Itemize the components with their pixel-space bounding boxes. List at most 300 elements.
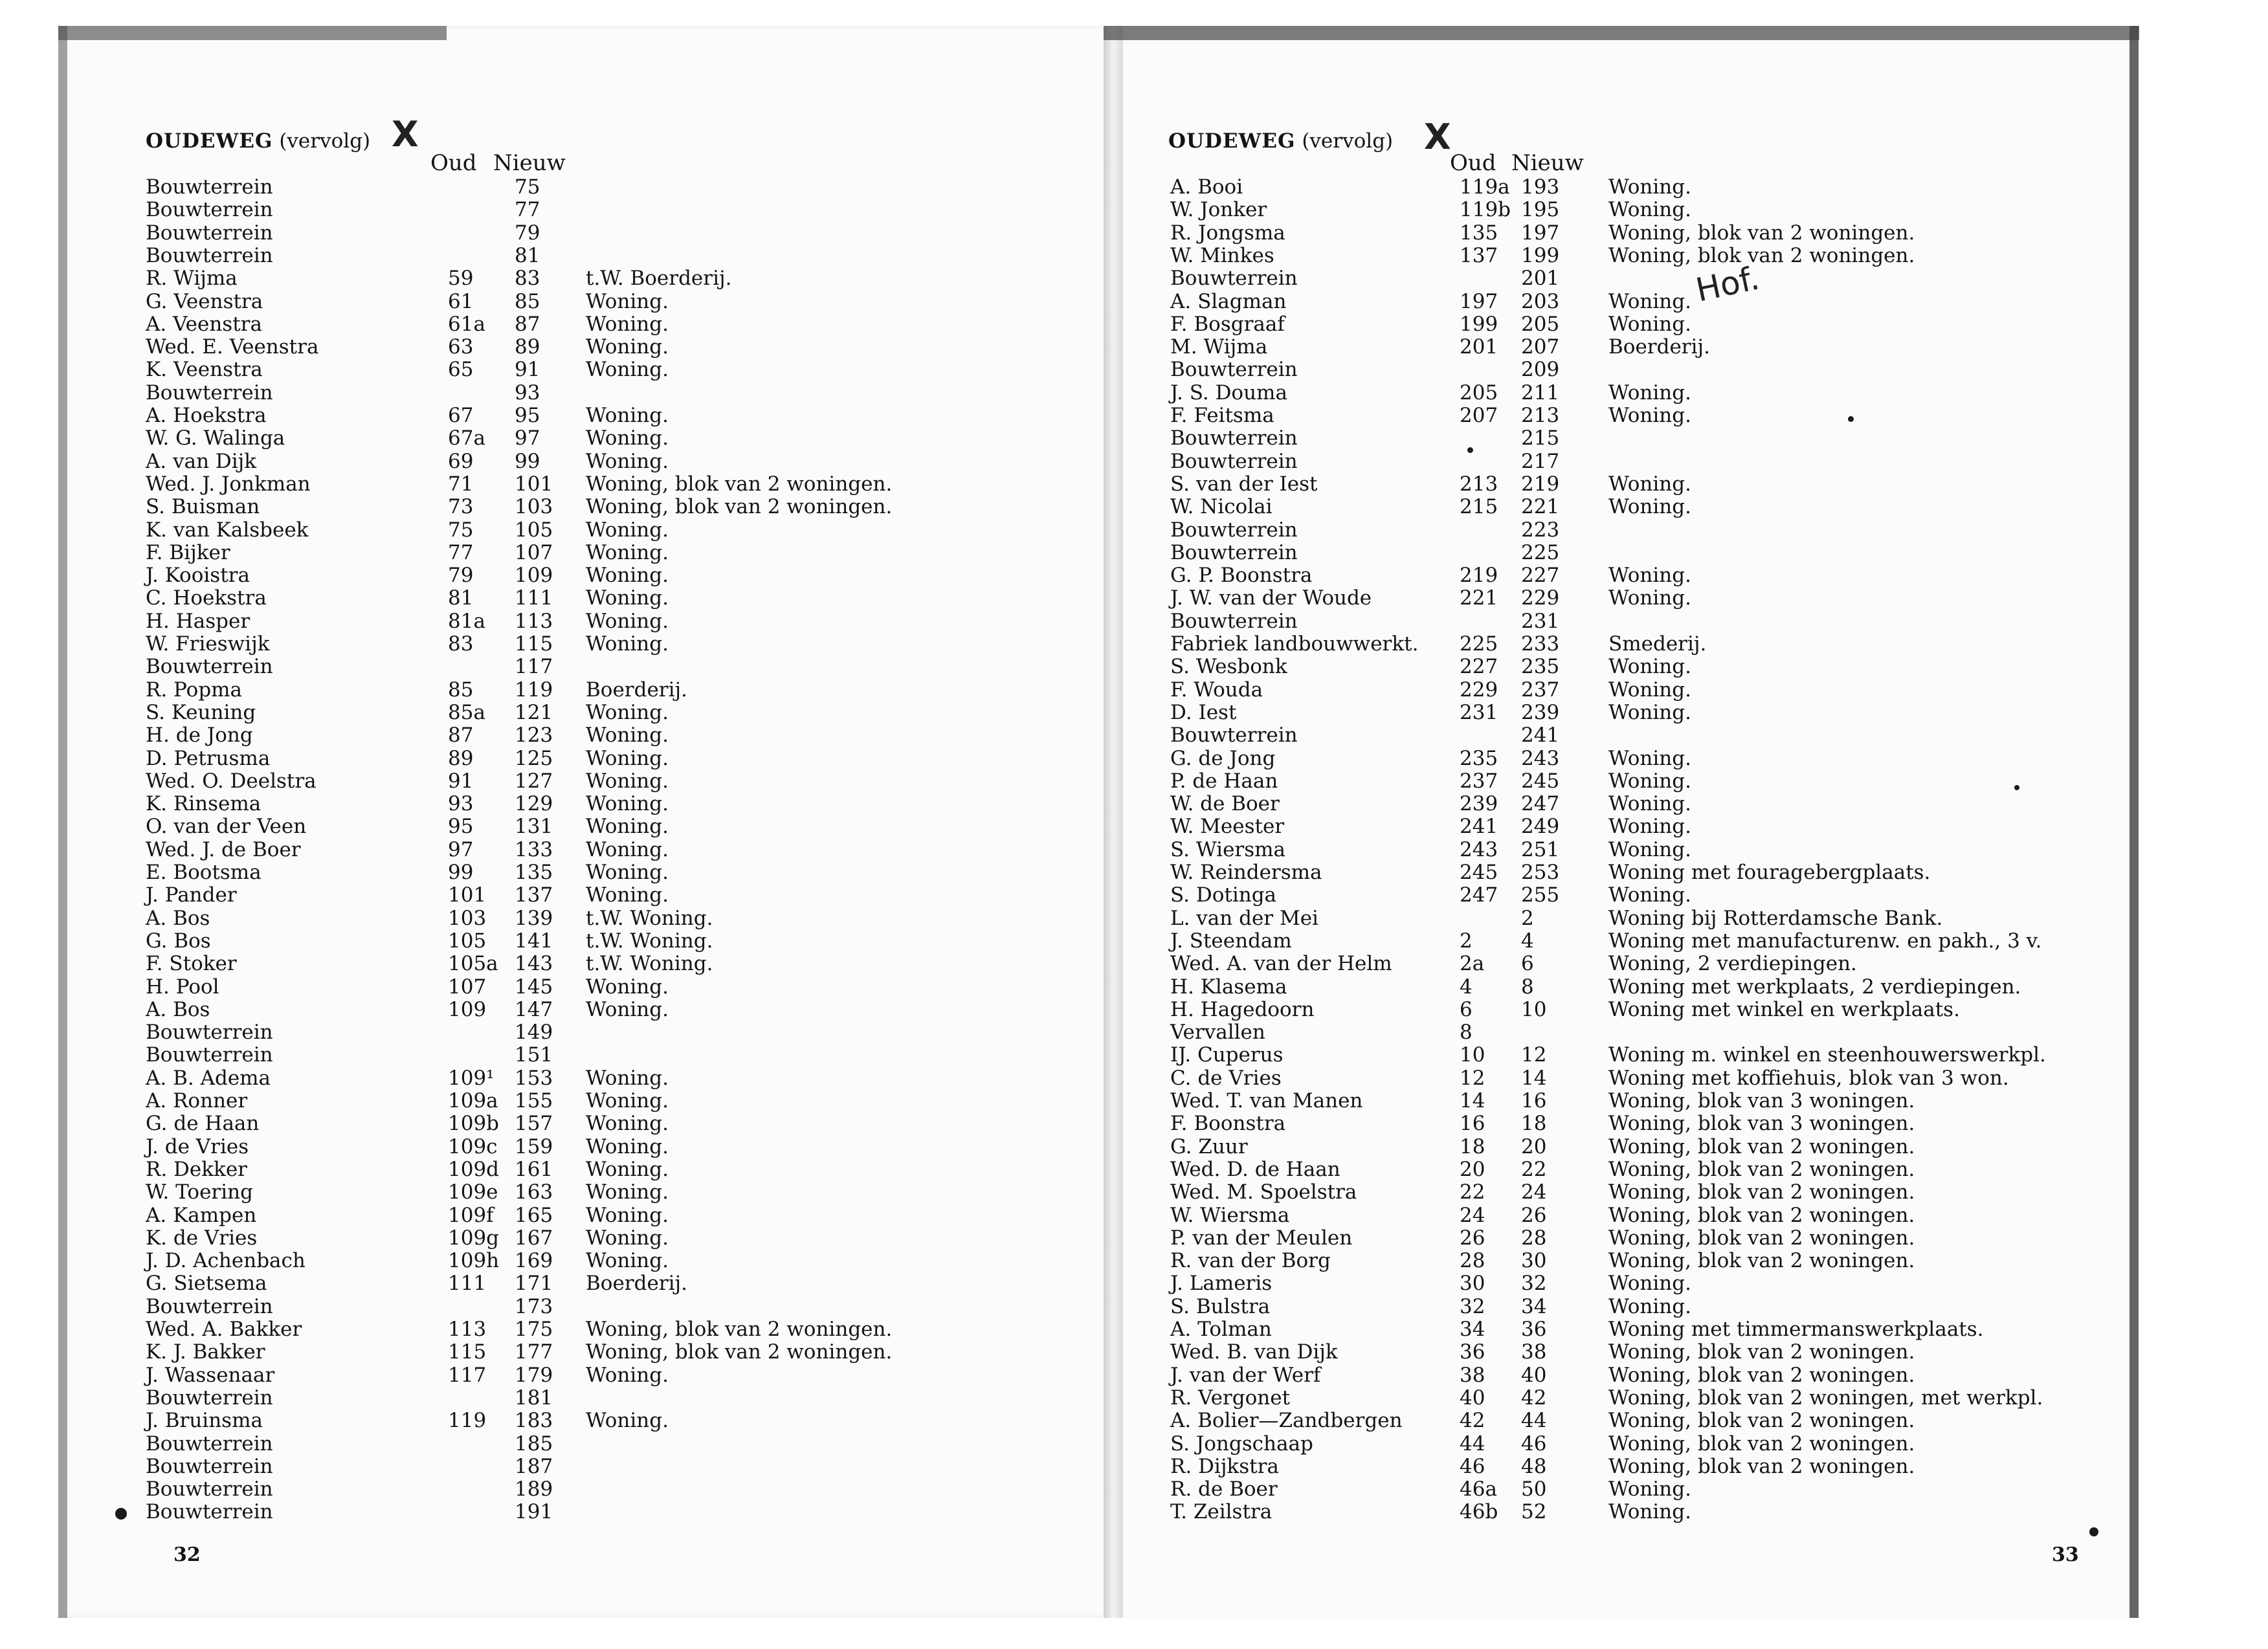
entry-description: Woning.	[586, 586, 669, 610]
entry-name: S. Bulstra	[1170, 1294, 1271, 1318]
entry-oud-number: 46b	[1460, 1500, 1498, 1524]
left-page-title: OUDEWEG	[146, 129, 273, 153]
entry-description: Woning, blok van 2 woningen.	[1608, 1340, 1915, 1364]
entry-oud-number: 71	[448, 472, 474, 496]
entry-description: Woning.	[586, 997, 669, 1021]
entry-description: Woning, blok van 2 woningen.	[1608, 1249, 1915, 1273]
entry-description: Woning.	[586, 1089, 669, 1112]
entry-nieuw-number: 239	[1521, 700, 1560, 724]
entry-description: Woning, blok van 2 woningen.	[1608, 1203, 1915, 1227]
entry-nieuw-number: 101	[515, 472, 553, 496]
entry-nieuw-number: 209	[1521, 358, 1560, 382]
entry-name: Bouwterrein	[1170, 609, 1298, 633]
entry-name: F. Boonstra	[1170, 1112, 1286, 1136]
entry-description: Woning.	[586, 335, 669, 359]
entry-description: Woning.	[586, 1180, 669, 1204]
entry-description: Woning.	[586, 700, 669, 724]
entry-nieuw-number: 197	[1521, 221, 1560, 245]
entry-oud-number: 69	[448, 449, 474, 473]
entry-name: R. de Boer	[1170, 1477, 1278, 1501]
entry-description: Woning.	[1608, 312, 1691, 336]
entry-oud-number: 14	[1460, 1089, 1485, 1112]
right-page-header	[1168, 129, 1393, 153]
entry-name: Wed. A. Bakker	[146, 1318, 302, 1341]
entry-oud-number: 38	[1460, 1363, 1485, 1387]
entry-description: Woning.	[586, 724, 669, 747]
entry-oud-number: 205	[1460, 381, 1498, 404]
entry-description: Woning, blok van 2 woningen.	[1608, 1226, 1915, 1250]
entry-name: H. Pool	[146, 975, 219, 999]
entry-nieuw-number: 159	[515, 1134, 553, 1158]
entry-oud-number: 199	[1460, 312, 1498, 336]
entry-name: S. van der Iest	[1170, 472, 1318, 496]
entry-name: J. Bruinsma	[146, 1409, 263, 1433]
entry-oud-number: 2a	[1460, 952, 1485, 976]
entry-name: G. de Haan	[146, 1112, 260, 1136]
entry-name: Bouwterrein	[1170, 724, 1298, 747]
entry-name: K. Veenstra	[146, 358, 263, 382]
entry-nieuw-number: 75	[515, 175, 540, 199]
entry-oud-number: 239	[1460, 792, 1498, 816]
entry-name: Bouwterrein	[146, 1477, 273, 1501]
entry-row	[0, 702, 2268, 724]
scan-speck	[1467, 447, 1473, 453]
entry-name: S. Buisman	[146, 495, 260, 519]
scan-speck	[1848, 416, 1854, 422]
entry-name: S. Wiersma	[1170, 837, 1286, 861]
entry-name: Wed. T. van Manen	[1170, 1089, 1363, 1112]
entry-row	[0, 907, 2268, 930]
entry-name: Bouwterrein	[1170, 540, 1298, 564]
entry-oud-number: 109e	[448, 1180, 498, 1204]
entry-nieuw-number: 223	[1521, 518, 1560, 542]
entry-name: Bouwterrein	[146, 243, 273, 267]
entry-row	[0, 1158, 2268, 1181]
entry-description: Woning.	[586, 746, 669, 770]
entry-name: K. van Kalsbeek	[146, 518, 309, 542]
entry-row	[0, 496, 2268, 518]
entry-description: Woning.	[586, 1134, 669, 1158]
right-handwritten-scribble: Hof.	[1693, 259, 1763, 309]
entry-row	[0, 679, 2268, 702]
entry-name: Bouwterrein	[146, 198, 273, 222]
entry-name: G. Bos	[146, 929, 211, 953]
entry-row	[0, 884, 2268, 907]
entry-name: A. Bolier—Zandbergen	[1170, 1409, 1403, 1433]
entry-name: J. D. Achenbach	[146, 1249, 306, 1273]
entry-nieuw-number: 2	[1521, 906, 1534, 930]
entry-name: F. Wouda	[1170, 678, 1263, 702]
entry-oud-number: 109b	[448, 1112, 500, 1136]
entry-nieuw-number: 22	[1521, 1157, 1547, 1181]
entry-name: M. Wijma	[1170, 335, 1268, 359]
entry-nieuw-number: 169	[515, 1249, 553, 1273]
entry-row	[0, 770, 2268, 793]
entry-nieuw-number: 241	[1521, 724, 1560, 747]
entry-nieuw-number: 24	[1521, 1180, 1547, 1204]
entry-name: J. van der Werf	[1170, 1363, 1321, 1387]
entry-description: Woning.	[586, 358, 669, 382]
entry-name: H. de Jong	[146, 724, 253, 747]
entry-nieuw-number: 111	[515, 586, 553, 610]
entry-nieuw-number: 231	[1521, 609, 1560, 633]
entry-row	[0, 1272, 2268, 1295]
entry-description: Woning.	[1608, 1294, 1691, 1318]
entry-description: Woning m. winkel en steenhouwerswerkpl.	[1608, 1043, 2046, 1067]
entry-row	[0, 1341, 2268, 1364]
entry-nieuw-number: 173	[515, 1294, 553, 1318]
entry-oud-number: 32	[1460, 1294, 1485, 1318]
entry-oud-number: 119a	[1460, 175, 1510, 199]
entry-oud-number: 109d	[448, 1157, 500, 1181]
entry-name: T. Zeilstra	[1170, 1500, 1273, 1524]
entry-name: J. Steendam	[1170, 929, 1292, 953]
entry-nieuw-number: 28	[1521, 1226, 1547, 1250]
entry-name: J. Lameris	[1170, 1272, 1273, 1296]
entry-oud-number: 219	[1460, 564, 1498, 588]
entry-description: Woning.	[1608, 1477, 1691, 1501]
entry-name: Bouwterrein	[1170, 426, 1298, 450]
entry-nieuw-number: 217	[1521, 449, 1560, 473]
entry-name: H. Hasper	[146, 609, 250, 633]
entry-name: Bouwterrein	[1170, 449, 1298, 473]
entry-description: Woning, blok van 2 woningen, met werkpl.	[1608, 1386, 2043, 1410]
entry-name: O. van der Veen	[146, 815, 307, 839]
entry-nieuw-number: 121	[515, 700, 553, 724]
entry-nieuw-number: 46	[1521, 1432, 1547, 1455]
entry-oud-number: 119	[448, 1409, 487, 1433]
entry-name: A. van Dijk	[146, 449, 257, 473]
entry-name: W. G. Walinga	[146, 426, 285, 450]
entry-description: Woning.	[1608, 198, 1691, 222]
entry-row	[0, 587, 2268, 610]
entry-name: W. Minkes	[1170, 243, 1274, 267]
left-page-header	[146, 129, 370, 153]
entry-description: Woning met werkplaats, 2 verdiepingen.	[1608, 975, 2021, 999]
entry-description: Woning bij Rotterdamsche Bank.	[1608, 906, 1943, 930]
entry-description: Woning.	[1608, 678, 1691, 702]
entry-oud-number: 87	[448, 724, 474, 747]
entry-description: Woning.	[586, 769, 669, 793]
entry-name: A. Kampen	[146, 1203, 257, 1227]
entry-description: Woning.	[1608, 586, 1691, 610]
entry-row	[0, 1455, 2268, 1478]
entry-description: Woning.	[586, 609, 669, 633]
entry-name: H. Hagedoorn	[1170, 997, 1315, 1021]
entry-nieuw-number: 34	[1521, 1294, 1547, 1318]
entry-nieuw-number: 211	[1521, 381, 1560, 404]
entry-row	[0, 382, 2268, 404]
entry-row	[0, 1067, 2268, 1090]
entry-name: S. Jongschaap	[1170, 1432, 1313, 1455]
left-col-nieuw-header: Nieuw	[493, 150, 566, 176]
entry-nieuw-number: 6	[1521, 952, 1534, 976]
entry-row	[0, 1364, 2268, 1387]
entry-description: Smederij.	[1608, 632, 1707, 656]
scan-speck	[2089, 1527, 2098, 1536]
entry-oud-number: 231	[1460, 700, 1498, 724]
entry-oud-number: 97	[448, 837, 474, 861]
entry-description: Woning, blok van 2 woningen.	[1608, 221, 1915, 245]
entry-oud-number: 73	[448, 495, 474, 519]
entry-oud-number: 197	[1460, 289, 1498, 313]
entry-description: Woning met winkel en werkplaats.	[1608, 997, 1960, 1021]
entry-name: J. Pander	[146, 883, 237, 907]
entry-nieuw-number: 233	[1521, 632, 1560, 656]
entry-name: A. Hoekstra	[146, 404, 267, 427]
entry-row	[0, 1501, 2268, 1523]
entry-name: Bouwterrein	[1170, 358, 1298, 382]
entry-name: Wed. M. Spoelstra	[1170, 1180, 1357, 1204]
entry-name: K. Rinsema	[146, 792, 261, 816]
entry-name: Wed. A. van der Helm	[1170, 952, 1392, 976]
entry-row	[0, 1112, 2268, 1135]
right-top-edge	[1104, 26, 2139, 40]
right-col-oud-header: Oud	[1450, 150, 1496, 176]
entry-name: D. Iest	[1170, 700, 1237, 724]
entry-name: J. S. Douma	[1170, 381, 1287, 404]
entry-name: W. Nicolai	[1170, 495, 1273, 519]
entry-nieuw-number: 131	[515, 815, 553, 839]
entry-name: R. Vergonet	[1170, 1386, 1291, 1410]
entry-nieuw-number: 205	[1521, 312, 1560, 336]
entry-name: F. Stoker	[146, 952, 237, 976]
entry-name: R. van der Borg	[1170, 1249, 1331, 1273]
entry-description: Woning.	[1608, 1272, 1691, 1296]
entry-name: Bouwterrein	[146, 1021, 273, 1045]
entry-oud-number: 30	[1460, 1272, 1485, 1296]
entry-description: Woning.	[586, 1112, 669, 1136]
entry-row	[0, 1478, 2268, 1501]
entry-description: t.W. Woning.	[586, 952, 713, 976]
entry-oud-number: 77	[448, 540, 474, 564]
entry-nieuw-number: 4	[1521, 929, 1534, 953]
entry-nieuw-number: 26	[1521, 1203, 1547, 1227]
entry-nieuw-number: 163	[515, 1180, 553, 1204]
entry-name: W. de Boer	[1170, 792, 1280, 816]
left-page-number: 32	[173, 1544, 201, 1566]
entry-name: A. B. Adema	[146, 1066, 271, 1090]
entry-oud-number: 109g	[448, 1226, 500, 1250]
entry-nieuw-number: 227	[1521, 564, 1560, 588]
entry-name: Wed. B. van Dijk	[1170, 1340, 1338, 1364]
entry-description: Woning, blok van 2 woningen.	[586, 1318, 893, 1341]
entry-oud-number: 67a	[448, 426, 485, 450]
entry-nieuw-number: 20	[1521, 1134, 1547, 1158]
entry-nieuw-number: 167	[515, 1226, 553, 1250]
entry-row	[0, 1136, 2268, 1158]
entry-nieuw-number: 40	[1521, 1363, 1547, 1387]
entry-row	[0, 450, 2268, 473]
entry-description: Woning.	[586, 1363, 669, 1387]
left-page-subtitle: (vervolg)	[279, 129, 371, 153]
entry-description: Woning.	[586, 1226, 669, 1250]
entry-oud-number: 245	[1460, 861, 1498, 884]
entry-name: Bouwterrein	[146, 381, 273, 404]
entry-nieuw-number: 115	[515, 632, 553, 656]
entry-oud-number: 63	[448, 335, 474, 359]
entry-oud-number: 44	[1460, 1432, 1485, 1455]
entry-name: F. Bosgraaf	[1170, 312, 1285, 336]
entry-nieuw-number: 229	[1521, 586, 1560, 610]
entry-nieuw-number: 199	[1521, 243, 1560, 267]
entry-oud-number: 95	[448, 815, 474, 839]
entry-name: G. de Jong	[1170, 746, 1276, 770]
entry-oud-number: 67	[448, 404, 474, 427]
entry-row	[0, 747, 2268, 770]
entry-nieuw-number: 191	[515, 1500, 553, 1524]
entry-oud-number: 99	[448, 861, 474, 884]
entry-oud-number: 59	[448, 267, 474, 291]
entry-nieuw-number: 253	[1521, 861, 1560, 884]
entry-nieuw-number: 155	[515, 1089, 553, 1112]
entry-description: Woning, blok van 3 woningen.	[1608, 1112, 1915, 1136]
entry-oud-number: 103	[448, 906, 487, 930]
entry-nieuw-number: 89	[515, 335, 540, 359]
entry-row	[0, 1250, 2268, 1272]
entry-description: Woning, blok van 2 woningen.	[1608, 1363, 1915, 1387]
entry-nieuw-number: 42	[1521, 1386, 1547, 1410]
entry-description: Woning.	[1608, 495, 1691, 519]
entry-description: Woning, blok van 2 woningen.	[586, 1340, 893, 1364]
entry-oud-number: 105	[448, 929, 487, 953]
entry-description: Woning.	[1608, 404, 1691, 427]
entry-row	[0, 1318, 2268, 1341]
entry-oud-number: 105a	[448, 952, 498, 976]
entry-description: Woning.	[1608, 1500, 1691, 1524]
entry-row	[0, 1227, 2268, 1250]
entry-nieuw-number: 32	[1521, 1272, 1547, 1296]
entry-oud-number: 85a	[448, 700, 485, 724]
entry-oud-number: 93	[448, 792, 474, 816]
entry-nieuw-number: 139	[515, 906, 553, 930]
entry-oud-number: 243	[1460, 837, 1498, 861]
entry-nieuw-number: 81	[515, 243, 540, 267]
entry-oud-number: 135	[1460, 221, 1498, 245]
entry-oud-number: 18	[1460, 1134, 1485, 1158]
entry-name: Bouwterrein	[1170, 267, 1298, 291]
entry-oud-number: 215	[1460, 495, 1498, 519]
entry-nieuw-number: 179	[515, 1363, 553, 1387]
entry-name: E. Bootsma	[146, 861, 261, 884]
entry-description: Woning, blok van 2 woningen.	[586, 495, 893, 519]
entry-name: R. Popma	[146, 678, 243, 702]
entry-nieuw-number: 97	[515, 426, 540, 450]
entry-oud-number: 109	[448, 997, 487, 1021]
entry-description: t.W. Woning.	[586, 929, 713, 953]
entry-name: P. van der Meulen	[1170, 1226, 1353, 1250]
entry-oud-number: 26	[1460, 1226, 1485, 1250]
entry-row	[0, 542, 2268, 564]
entry-nieuw-number: 8	[1521, 975, 1534, 999]
entry-description: Woning, blok van 2 woningen.	[1608, 243, 1915, 267]
entry-name: A. Bos	[146, 997, 210, 1021]
entry-oud-number: 101	[448, 883, 487, 907]
entry-oud-number: 229	[1460, 678, 1498, 702]
entry-nieuw-number: 237	[1521, 678, 1560, 702]
entry-name: W. Wiersma	[1170, 1203, 1290, 1227]
entry-oud-number: 227	[1460, 655, 1498, 679]
entry-nieuw-number: 235	[1521, 655, 1560, 679]
entry-description: Woning, blok van 2 woningen.	[1608, 1409, 1915, 1433]
entry-name: Wed. E. Veenstra	[146, 335, 319, 359]
entry-oud-number: 46a	[1460, 1477, 1497, 1501]
entry-nieuw-number: 165	[515, 1203, 553, 1227]
entry-row	[0, 930, 2268, 953]
entry-name: A. Bos	[146, 906, 210, 930]
entry-row	[0, 1181, 2268, 1204]
right-col-nieuw-header: Nieuw	[1511, 150, 1584, 176]
entry-description: Woning.	[1608, 746, 1691, 770]
entry-oud-number: 16	[1460, 1112, 1485, 1136]
entry-oud-number: 46	[1460, 1454, 1485, 1478]
entry-nieuw-number: 83	[515, 267, 540, 291]
entry-oud-number: 201	[1460, 335, 1498, 359]
entry-oud-number: 237	[1460, 769, 1498, 793]
entry-nieuw-number: 251	[1521, 837, 1560, 861]
entry-nieuw-number: 95	[515, 404, 540, 427]
entry-description: Woning.	[586, 861, 669, 884]
entry-oud-number: 2	[1460, 929, 1473, 953]
entry-description: Woning.	[586, 883, 669, 907]
entry-oud-number: 75	[448, 518, 474, 542]
entry-name: W. Toering	[146, 1180, 253, 1204]
entry-nieuw-number: 187	[515, 1454, 553, 1478]
entry-description: Woning.	[586, 404, 669, 427]
entry-name: Bouwterrein	[146, 1043, 273, 1067]
entry-nieuw-number: 87	[515, 312, 540, 336]
entry-nieuw-number: 149	[515, 1021, 553, 1045]
entry-nieuw-number: 117	[515, 655, 553, 679]
entry-nieuw-number: 125	[515, 746, 553, 770]
entry-description: Woning.	[586, 1066, 669, 1090]
entry-description: Woning.	[586, 975, 669, 999]
entry-description: Woning.	[1608, 381, 1691, 404]
entry-nieuw-number: 91	[515, 358, 540, 382]
entry-description: t.W. Woning.	[586, 906, 713, 930]
entry-nieuw-number: 207	[1521, 335, 1560, 359]
entry-nieuw-number: 12	[1521, 1043, 1547, 1067]
entry-name: G. P. Boonstra	[1170, 564, 1313, 588]
entry-nieuw-number: 161	[515, 1157, 553, 1181]
right-page-subtitle: (vervolg)	[1302, 129, 1394, 153]
right-page-number: 33	[2052, 1544, 2079, 1566]
entry-description: Woning, blok van 2 woningen.	[586, 472, 893, 496]
entry-nieuw-number: 119	[515, 678, 553, 702]
entry-oud-number: 81	[448, 586, 474, 610]
entry-oud-number: 24	[1460, 1203, 1485, 1227]
entry-name: Bouwterrein	[146, 1432, 273, 1455]
entry-nieuw-number: 10	[1521, 997, 1547, 1021]
entry-nieuw-number: 245	[1521, 769, 1560, 793]
entry-nieuw-number: 44	[1521, 1409, 1547, 1433]
entry-row	[0, 999, 2268, 1021]
entry-name: C. Hoekstra	[146, 586, 267, 610]
entry-oud-number: 12	[1460, 1066, 1485, 1090]
entry-row	[0, 267, 2268, 290]
entry-oud-number: 111	[448, 1272, 487, 1296]
entry-nieuw-number: 16	[1521, 1089, 1547, 1112]
entry-oud-number: 61	[448, 289, 474, 313]
entry-nieuw-number: 50	[1521, 1477, 1547, 1501]
entry-nieuw-number: 38	[1521, 1340, 1547, 1364]
entry-nieuw-number: 129	[515, 792, 553, 816]
entry-name: G. Zuur	[1170, 1134, 1248, 1158]
entry-oud-number: 109a	[448, 1089, 498, 1112]
entry-row	[0, 1410, 2268, 1432]
entry-row	[0, 839, 2268, 861]
entry-name: F. Feitsma	[1170, 404, 1274, 427]
